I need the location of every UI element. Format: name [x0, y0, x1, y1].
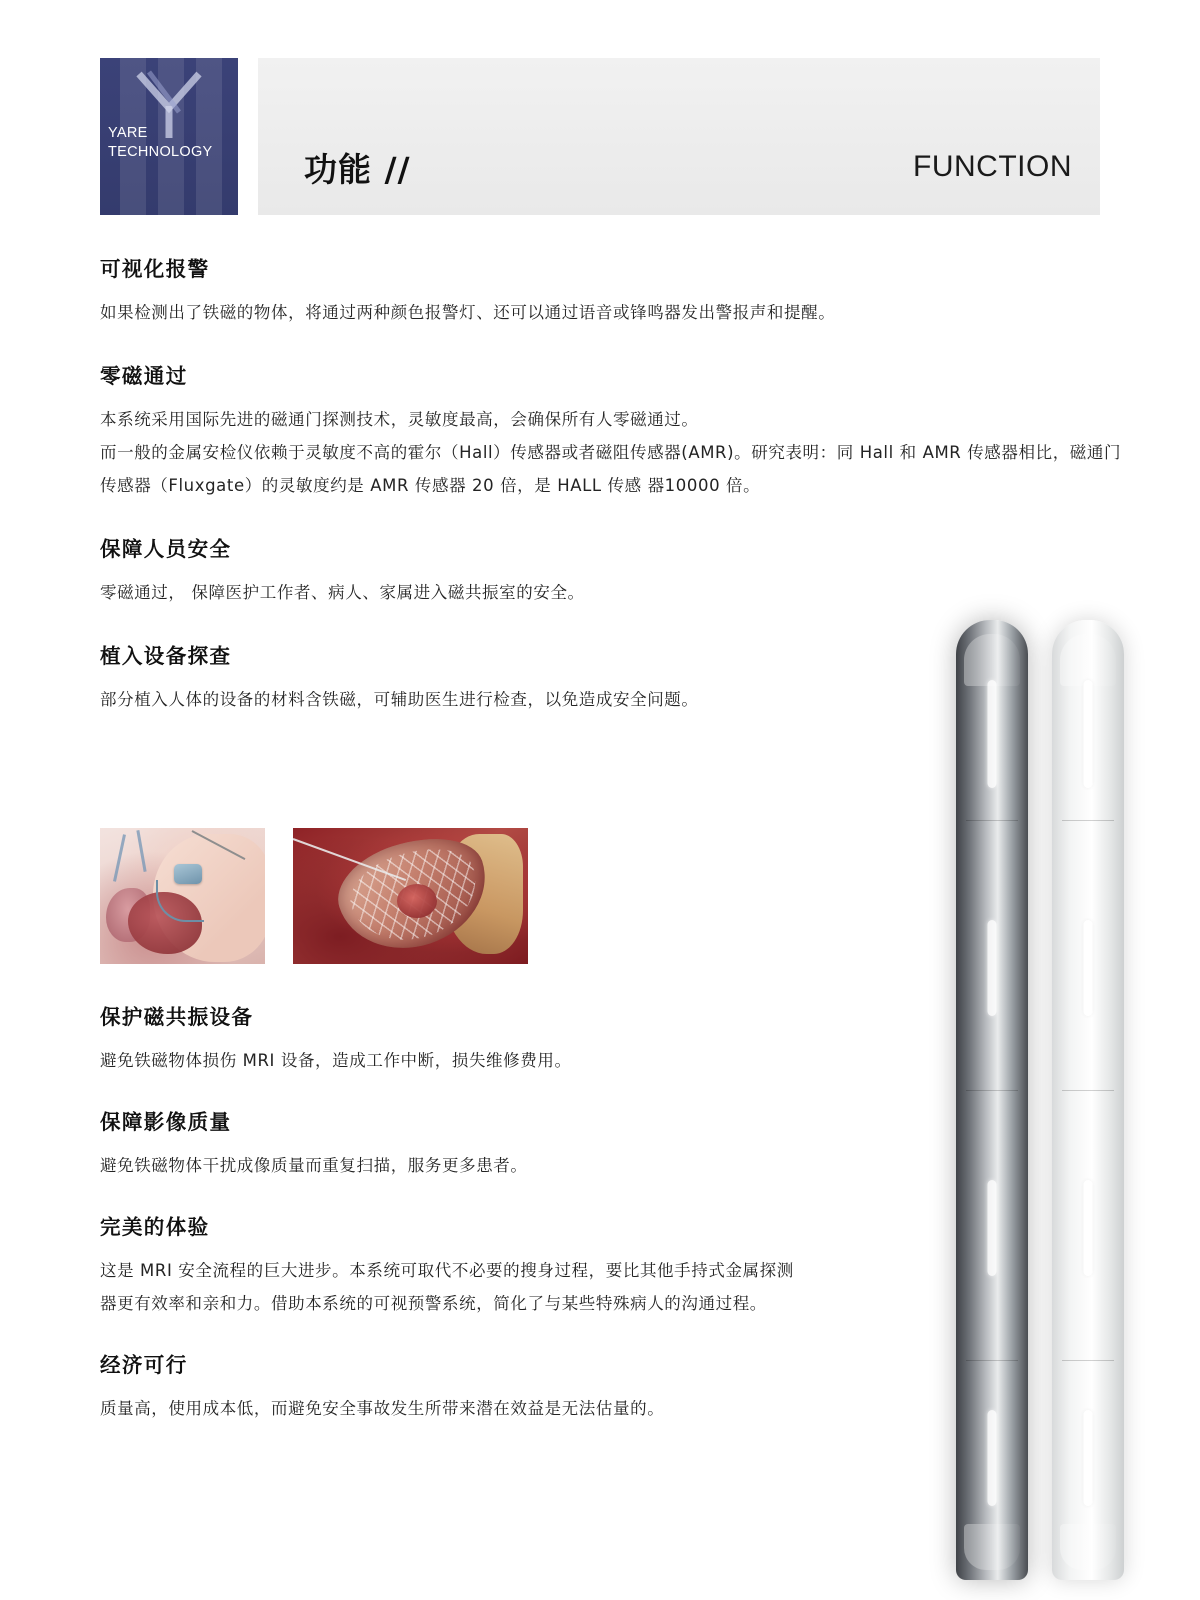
- pacemaker-implant-illustration: [100, 828, 265, 964]
- section-heading: 保障影像质量: [100, 1110, 232, 1134]
- unit-seam: [1062, 820, 1114, 821]
- brand-name-line1: YARE: [108, 125, 148, 141]
- detector-panel-pair: [956, 620, 1156, 1580]
- page-title-cn: 功能 //: [304, 150, 411, 189]
- page-header: [0, 0, 1200, 230]
- section-paragraph: 这是 MRI 安全流程的巨大进步。本系统可取代不必要的搜身过程，要比其他手持式金属探测器更有效率和亲和力。借助本系统的可视预警系统，简化了与某些特殊病人的沟通过程。: [100, 1261, 794, 1313]
- section-heading: 保障人员安全: [100, 537, 232, 561]
- dark-unit: [956, 620, 1028, 1580]
- unit-seam: [1062, 1360, 1114, 1361]
- section-paragraph: 而一般的金属安检仪依赖于灵敏度不高的霍尔（Hall）传感器或者磁阻传感器(AMR)。研究表明：同 Hall 和 AMR 传感器相比，磁通门传感器（Fluxgate）的灵敏度约是 AMR 传感器 20 倍，是 HALL 传感 器10000 倍。: [100, 443, 1122, 495]
- brand-logo: [100, 58, 238, 215]
- indicator-slot: [988, 680, 997, 788]
- unit-cap-top: [1060, 634, 1116, 686]
- vascular-stent-illustration: [293, 828, 528, 964]
- unit-seam: [966, 1090, 1018, 1091]
- page-title-en: FUNCTION: [913, 150, 1072, 183]
- unit-cap-top: [964, 634, 1020, 686]
- section-visual-alarm: [100, 252, 1135, 329]
- section-paragraph: 本系统采用国际先进的磁通门探测技术，灵敏度最高，会确保所有人零磁通过。: [100, 410, 699, 429]
- indicator-slot: [988, 1410, 997, 1506]
- section-paragraph: 质量高，使用成本低，而避免安全事故发生所带来潜在效益是无法估量的。: [100, 1399, 665, 1418]
- section-heading: 经济可行: [100, 1353, 188, 1377]
- section-economical: [100, 1348, 860, 1425]
- section-heading: 完美的体验: [100, 1215, 210, 1239]
- section-paragraph: 如果检测出了铁磁的物体，将通过两种颜色报警灯、还可以通过语音或锋鸣器发出警报声和提醒。: [100, 303, 836, 322]
- section-heading: 植入设备探查: [100, 644, 232, 668]
- section-personnel-safety: [100, 532, 1135, 609]
- indicator-slot: [1084, 680, 1093, 788]
- section-title-bar: [258, 58, 1100, 215]
- unit-seam: [966, 1360, 1018, 1361]
- section-heading: 可视化报警: [100, 257, 210, 281]
- clot-shape: [397, 884, 437, 918]
- indicator-slot: [988, 1180, 997, 1276]
- indicator-slot: [1084, 1410, 1093, 1506]
- indicator-slot: [1084, 1180, 1093, 1276]
- unit-cap-bottom: [964, 1524, 1020, 1570]
- indicator-slot: [988, 920, 997, 1016]
- section-protect-mri-equipment: [100, 1000, 860, 1077]
- section-paragraph: 避免铁磁物体损伤 MRI 设备，造成工作中断，损失维修费用。: [100, 1051, 572, 1070]
- unit-seam: [1062, 1090, 1114, 1091]
- section-paragraph: 避免铁磁物体干扰成像质量而重复扫描，服务更多患者。: [100, 1156, 528, 1175]
- section-zero-magnetic-pass: [100, 359, 1135, 502]
- content-lower: [100, 1000, 860, 1453]
- illustration-row: [100, 828, 528, 964]
- light-unit: [1052, 620, 1124, 1580]
- section-image-quality: [100, 1105, 860, 1182]
- section-perfect-experience: [100, 1210, 860, 1320]
- unit-cap-bottom: [1060, 1524, 1116, 1570]
- section-paragraph: 零磁通过， 保障医护工作者、病人、家属进入磁共振室的安全。: [100, 583, 585, 602]
- section-heading: 零磁通过: [100, 364, 188, 388]
- brand-name-line2: TECHNOLOGY: [108, 144, 213, 160]
- pacemaker-device-shape: [174, 864, 202, 884]
- indicator-slot: [1084, 920, 1093, 1016]
- section-paragraph: 部分植入人体的设备的材料含铁磁，可辅助医生进行检查，以免造成安全问题。: [100, 690, 699, 709]
- brand-name: [108, 124, 230, 162]
- section-heading: 保护磁共振设备: [100, 1005, 254, 1029]
- unit-seam: [966, 820, 1018, 821]
